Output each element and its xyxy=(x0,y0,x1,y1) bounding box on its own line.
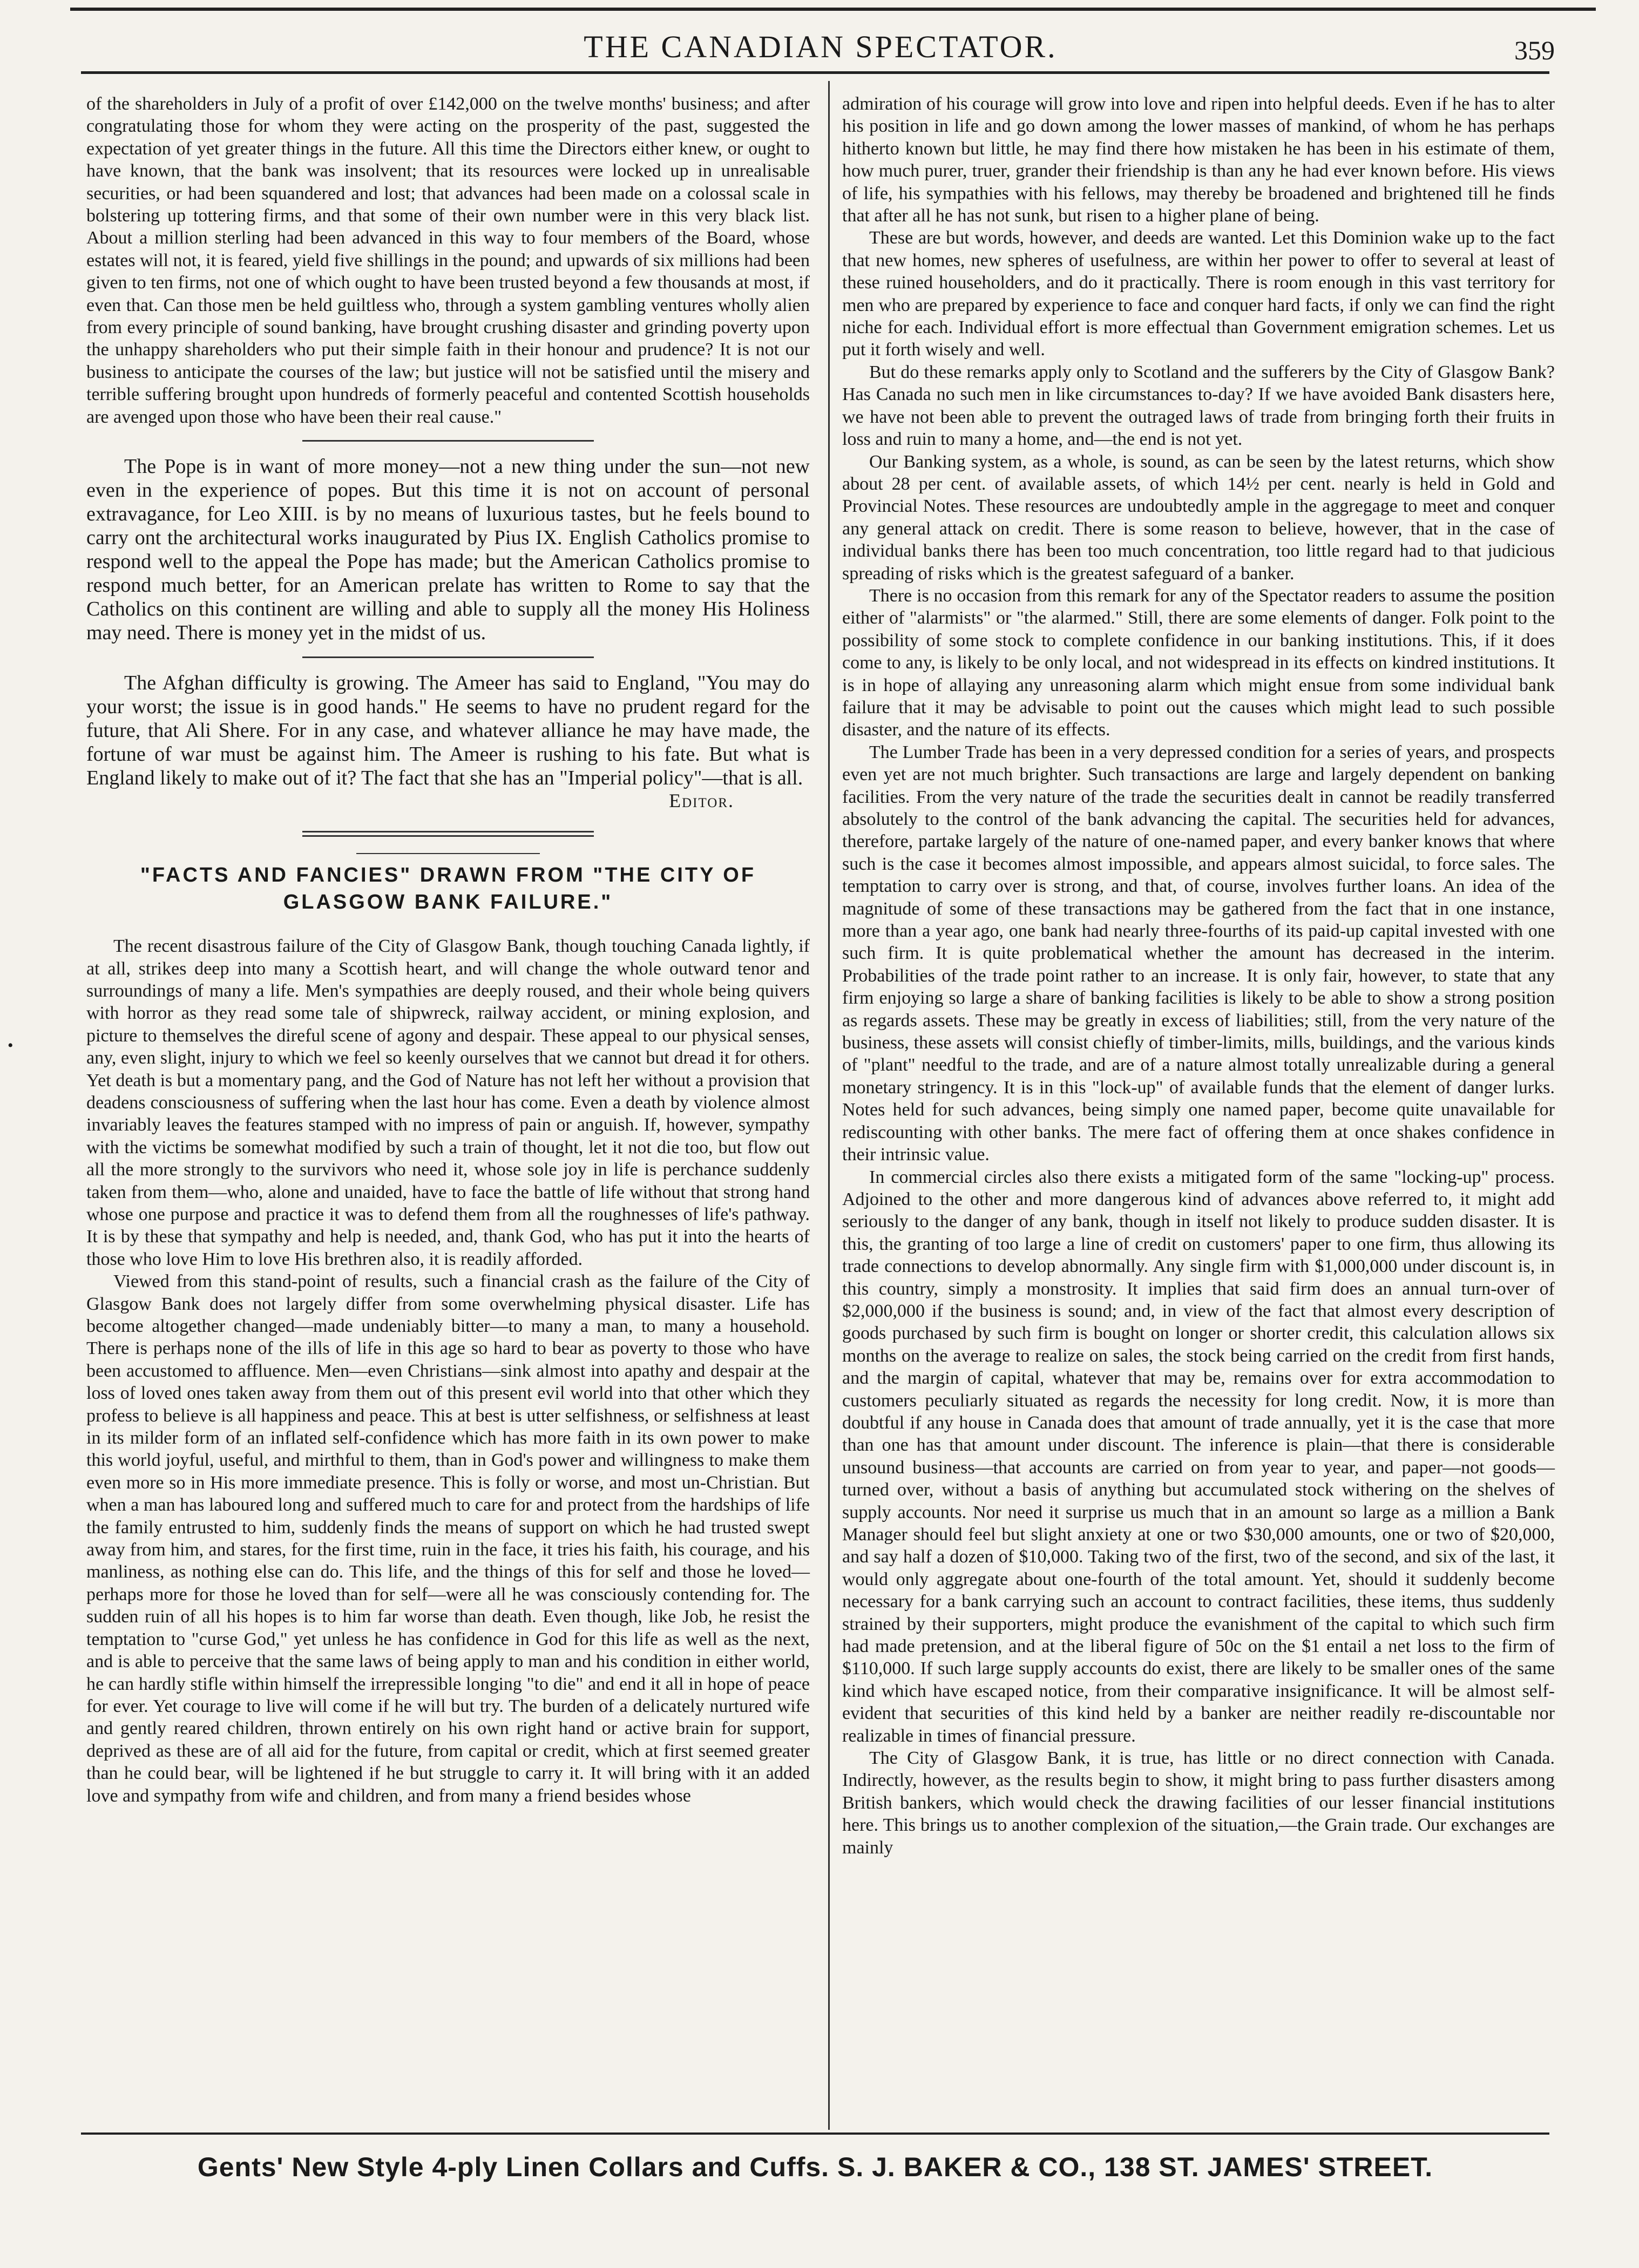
column-divider xyxy=(828,81,830,2130)
article-paragraph-continued: admiration of his courage will grow into love and ripen into helpful deeds. Even if he has to alter his position in life and go down among the lower masses of mankind, of whom he has perhaps hitherto known but little, he may find there how mistaken he has been in his estimate of them, how much purer, truer, grander their friendship is than any he had ever known before. His views of life, his sympathies with his fellows, may thereby be broadened and brightened till he finds that after all he has not sunk, but risen to a higher plane of being. xyxy=(842,94,1555,226)
article-paragraph: Our Banking system, as a whole, is sound, as can be seen by the latest returns, which show about 28 per cent. of available assets, of which 14½ per cent. nearly is held in Gold and Provincial Notes. These resources are undoubtedly ample in the aggregage to meet and conquer any general attack on credit. There is some reason to believe, however, that in the case of individual banks there has been too much concentration, too little regard had to that judicious spreading of risks which is the greatest safeguard of a banker. xyxy=(842,451,1555,584)
right-column xyxy=(842,93,1555,1859)
article-title: "FACTS AND FANCIES" DRAWN FROM "THE CITY OF GLASGOW BANK FAILURE." xyxy=(140,864,756,914)
article-divider xyxy=(302,831,594,837)
article-paragraph: In commercial circles also there exists a mitigated form of the same "locking-up" process. Adjoined to the other and more dangerous kind of advances above referred to, it might add seriously to the danger of any bank, though in itself not likely to produce sudden disaster. It is this, the granting of too large a line of credit on customers' paper to one firm, thus allowing its trade connections to develop abnormally. Any single firm with $1,000,000 under discount is, in this country, simply a monstrosity. It implies that said firm does an annual turn-over of $2,000,000 if the business is sound; and, in view of the fact that almost every description of goods purchased by such firm is bought on longer or shorter credit, this calculation allows six months on the average to realize on sales, the stock being carried on the credit from first hands, and the margin of capital, whatever that may be, remains over for extra accommodation to customers peculiarly situated as regards the necessity for long credit. Now, it is more than doubtful if any house in Canada does that amount of trade annually, yet it is the case that more than one has that amount under discount. The inference is plain—that there is considerable unsound business—that accounts are carried on from year to year, and paper—not goods—turned over, without a basis of anything but accumulated stock withering on the shelves of supply accounts. Nor need it surprise us much that in an amount so large as a million a Bank Manager should feel but slight anxiety at one or two $30,000 amounts, one or two of $20,000, and say half a dozen of $10,000. Taking two of the first, two of the second, and six of the last, it would only aggregate about one-fourth of the total amount. Yet, should it suddenly become necessary for a bank carrying such an account to contract facilities, these items, thus suddenly strained by their supporters, might produce the evanishment of the capital to which such firm had made pretension, and at the liberal figure of 50c on the $1 entail a net loss to the firm of $110,000. If such large supply accounts do exist, there are likely to be smaller ones of the same kind which have escaped notice, from their comparative insignificance. It will be almost self-evident that securities of this kind held by a banker are neither readily re-discountable nor realizable in times of financial pressure. xyxy=(842,1167,1555,1746)
editorial-afghan: The Afghan difficulty is growing. The Ameer has said to England, "You may do your worst; the issue is in good hands." He seems to have no prudent regard for the future, that Ali Shere. For in any case, and whatever alliance he may have made, the fortune of war must be against him. The Ameer is rushing to his fate. But what is England likely to make out of it? The fact that she has an "Imperial policy"—that is all. xyxy=(86,672,810,790)
footer-advertisement: Gents' New Style 4-ply Linen Collars and Cuffs. S. J. BAKER & CO., 138 ST. JAMES' STREET. xyxy=(197,2152,1433,2182)
left-column xyxy=(86,93,810,1807)
editorial-notes xyxy=(86,455,810,811)
article-paragraph: There is no occasion from this remark for any of the Spectator readers to assume the position either of "alarmists" or "the alarmed." Still, there are some elements of danger. Folk point to the possibility of some stock to complete confidence in our banking institutions. This, if it does come to any, is likely to be only local, and not widespread in its effects on kindred institutions. It is in hope of allaying any unreasoning alarm which might ensue from some individual bank failure that it may be advisable to point out the causes which might lead to such possible disaster, and the nature of its effects. xyxy=(842,585,1555,740)
section-divider xyxy=(302,440,594,442)
article-paragraph: The Lumber Trade has been in a very depressed condition for a series of years, and prospects even yet are not much brighter. Such transactions are large and largely dependent on banking facilities. From the very nature of the trade the securities dealt in cannot be readily transferred absolutely to the control of the bank advancing the capital. The securities held for advances, therefore, partake largely of the nature of one-named paper, and every banker knows that where such is the case it becomes almost impossible, and appears almost suicidal, to force sales. The temptation to carry over is strong, and that, of course, involves further loans. An idea of the magnitude of some of these transactions may be gathered from the fact that in one instance, more than a year ago, one bank had nearly three-fourths of its paid-up capital invested with one such firm. It is quite problematical whether the amount has decreased in the interim. Probabilities of the trade point rather to an increase. It is only fair, however, to state that any firm enjoying so large a share of banking facilities is likely to be able to show a strong position as regards assets. These may be greatly in excess of liabilities; still, from the very nature of the business, these assets will consist chiefly of timber-limits, mills, buildings, and the various kinds of "plant" needful to the trade, and are of a nature almost totally unrealizable during a general monetary stringency. It is in this "lock-up" of available funds that the element of danger lurks. Notes held for such advances, being simply one named paper, become quite unavailable for rediscounting with other banks. The mere fact of offering them at once shakes confidence in their intrinsic value. xyxy=(842,742,1555,1165)
page-header xyxy=(86,23,1555,71)
article-paragraph: Viewed from this stand-point of results, such a financial crash as the failure of the City of Glasgow Bank does not largely differ from some overwhelming physical disaster. Life has become altogether changed—made undeniably bitter—to many a man, to many a household. There is perhaps none of the ills of life in this age so hard to bear as poverty to those who have been accustomed to affluence. Men—even Christians—sink almost into apathy and despair at the loss of loved ones taken away from them out of this present evil world into that other which they profess to believe is all happiness and peace. This at best is utter selfishness, or selfishness at least in its milder form of an inflated self-confidence which has more faith in its own power to make this world joyful, useful, and mirthful to them, than in God's power and willingness to make them even more so in His more immediate presence. This is folly or worse, and most un-Christian. But when a man has laboured long and suffered much to care for and protect from the hardships of life the family entrusted to him, suddenly finds the means of support on which he had trusted swept away from him, and stares, for the first time, ruin in the face, it tries his faith, his courage, and his manliness, as nothing else can do. This life, and the things of this for self and those he loved—perhaps more for those he loved than for self—were all he was consciously contending for. The sudden ruin of all his hopes is to him far worse than death. Even though, like Job, he resist the temptation to "curse God," yet unless he has confidence in God for this life as well as the next, and is able to perceive that the same laws of being apply to man and his condition in either world, he can hardly stifle within himself the irrepressible longing "to die" and end it all in hope of peace for ever. Yet courage to live will come if he will but try. The burden of a delicately nurtured wife and gently reared children, thrown entirely on his own right hand or active brain for support, deprived as these are of all aid for the future, from capital or credit, which at first seemed greater than he could bear, will be lightened if he but struggle to carry it. It will bring with it an added love and sympathy from wife and children, and from many a friend besides whose xyxy=(86,1271,810,1806)
editorial-pope: The Pope is in want of more money—not a new thing under the sun—not new even in the experience of popes. But this time it is not on account of personal extravagance, for Leo XIII. is by no means of luxurious tastes, but he feels bound to carry ont the architectural works inaugurated by Pius IX. English Catholics promise to respond well to the appeal the Pope has made; but the American Catholics promise to respond much better, for an American prelate has written to Rome to say that the Catholics on this continent are willing and able to supply all the money His Holiness may need. There is money yet in the midst of us. xyxy=(86,455,810,645)
footer-rule xyxy=(81,2132,1549,2135)
masthead: THE CANADIAN SPECTATOR. xyxy=(584,29,1058,64)
top-rule xyxy=(70,8,1596,11)
header-rule xyxy=(81,71,1549,74)
editor-signature: Editor. xyxy=(669,790,734,812)
article-paragraph: But do these remarks apply only to Scotland and the sufferers by the City of Glasgow Bank? Has Canada no such men in like circumstances to-day? If we have avoided Bank disasters here, we have not been able to prevent the outraged laws of trade from bringing forth their fruits in loss and ruin to many a home, and—the end is not yet. xyxy=(842,362,1555,450)
article-paragraph: The recent disastrous failure of the City of Glasgow Bank, though touching Canada lightly, if at all, strikes deep into many a Scottish heart, and will change the whole outward tenor and surroundings of many a life. Men's sympathies are deeply roused, and their whole being quivers with horror as they read some tale of shipwreck, railway accident, or mining explosion, and picture to themselves the direful scene of agony and despair. These appeal to our physical senses, any, even slight, injury to which we feel so keenly ourselves that we cannot but dread it for others. Yet death is but a momentary pang, and the God of Nature has not left her without a provision that deadens consciousness of suffering when the last hour has come. Even a death by violence almost invariably leaves the features stamped with no impress of pain or anguish. If, however, sympathy with the victims be somewhat modified by such a train of thought, let it not die too, but flow out all the more strongly to the survivors who need it, whose sole joy in life is perchance suddenly taken from them—who, alone and unaided, have to face the battle of life without that strong hand whose one purpose and practice it was to defend them from all the roughnesses of life's pathway. It is by these that sympathy and help is needed, and, thank God, who has put it into the hearts of those who love Him to love His brethren also, it is readily afforded. xyxy=(86,936,810,1269)
article-paragraph: The City of Glasgow Bank, it is true, has little or no direct connection with Canada. Indirectly, however, as the results begin to show, it might bring to pass further disasters among British bankers, which would check the drawing facilities of our lesser financial institutions here. This brings us to another complexion of the situation,—the Grain trade. Our exchanges are mainly xyxy=(842,1748,1555,1858)
article-paragraph: These are but words, however, and deeds are wanted. Let this Dominion wake up to the fact that new homes, new spheres of usefulness, are within her power to offer to several at least of these ruined householders, and do it practically. There is room enough in this vast territory for men who are prepared by experience to face and conquer hard facts, if only we can find the right niche for each. Individual effort is more effectual than Government emigration schemes. Let us put it forth wisely and well. xyxy=(842,228,1555,360)
margin-mark: • xyxy=(8,1037,13,1054)
page-number: 359 xyxy=(1514,35,1555,65)
left-paragraph-continued: of the shareholders in July of a profit of over £142,000 on the twelve months' business; and after congratulating those for whom they were acting on the prosperity of the past, suggested the expectation of yet greater things in the future. All this time the Directors either knew, or ought to have known, that the bank was insolvent; that its resources were locked up in unrealisable securities, or had been squandered and lost; that advances had been made on a colossal scale in bolstering up tottering firms, and that some of their own number were in this very black list. About a million sterling had been advanced in this way to four members of the Board, whose estates will not, it is feared, yield five shillings in the pound; and upwards of six millions had been given to ten firms, not one of which ought to have been trusted beyond a few thousands at most, if even that. Can those men be held guiltless who, through a system gambling ventures wholly alien from every principle of sound banking, have brought crushing disaster and grinding poverty upon the unhappy shareholders who put their simple faith in their honour and prudence? It is not our business to anticipate the courses of the law; but justice will not be satisfied until the misery and terrible suffering brought upon hundreds of formerly peaceful and contented Scottish households are avenged upon those who have been their real cause." xyxy=(86,94,810,427)
section-divider xyxy=(302,656,594,658)
editor-signature-row xyxy=(86,790,810,811)
article-divider-thin xyxy=(356,853,540,854)
